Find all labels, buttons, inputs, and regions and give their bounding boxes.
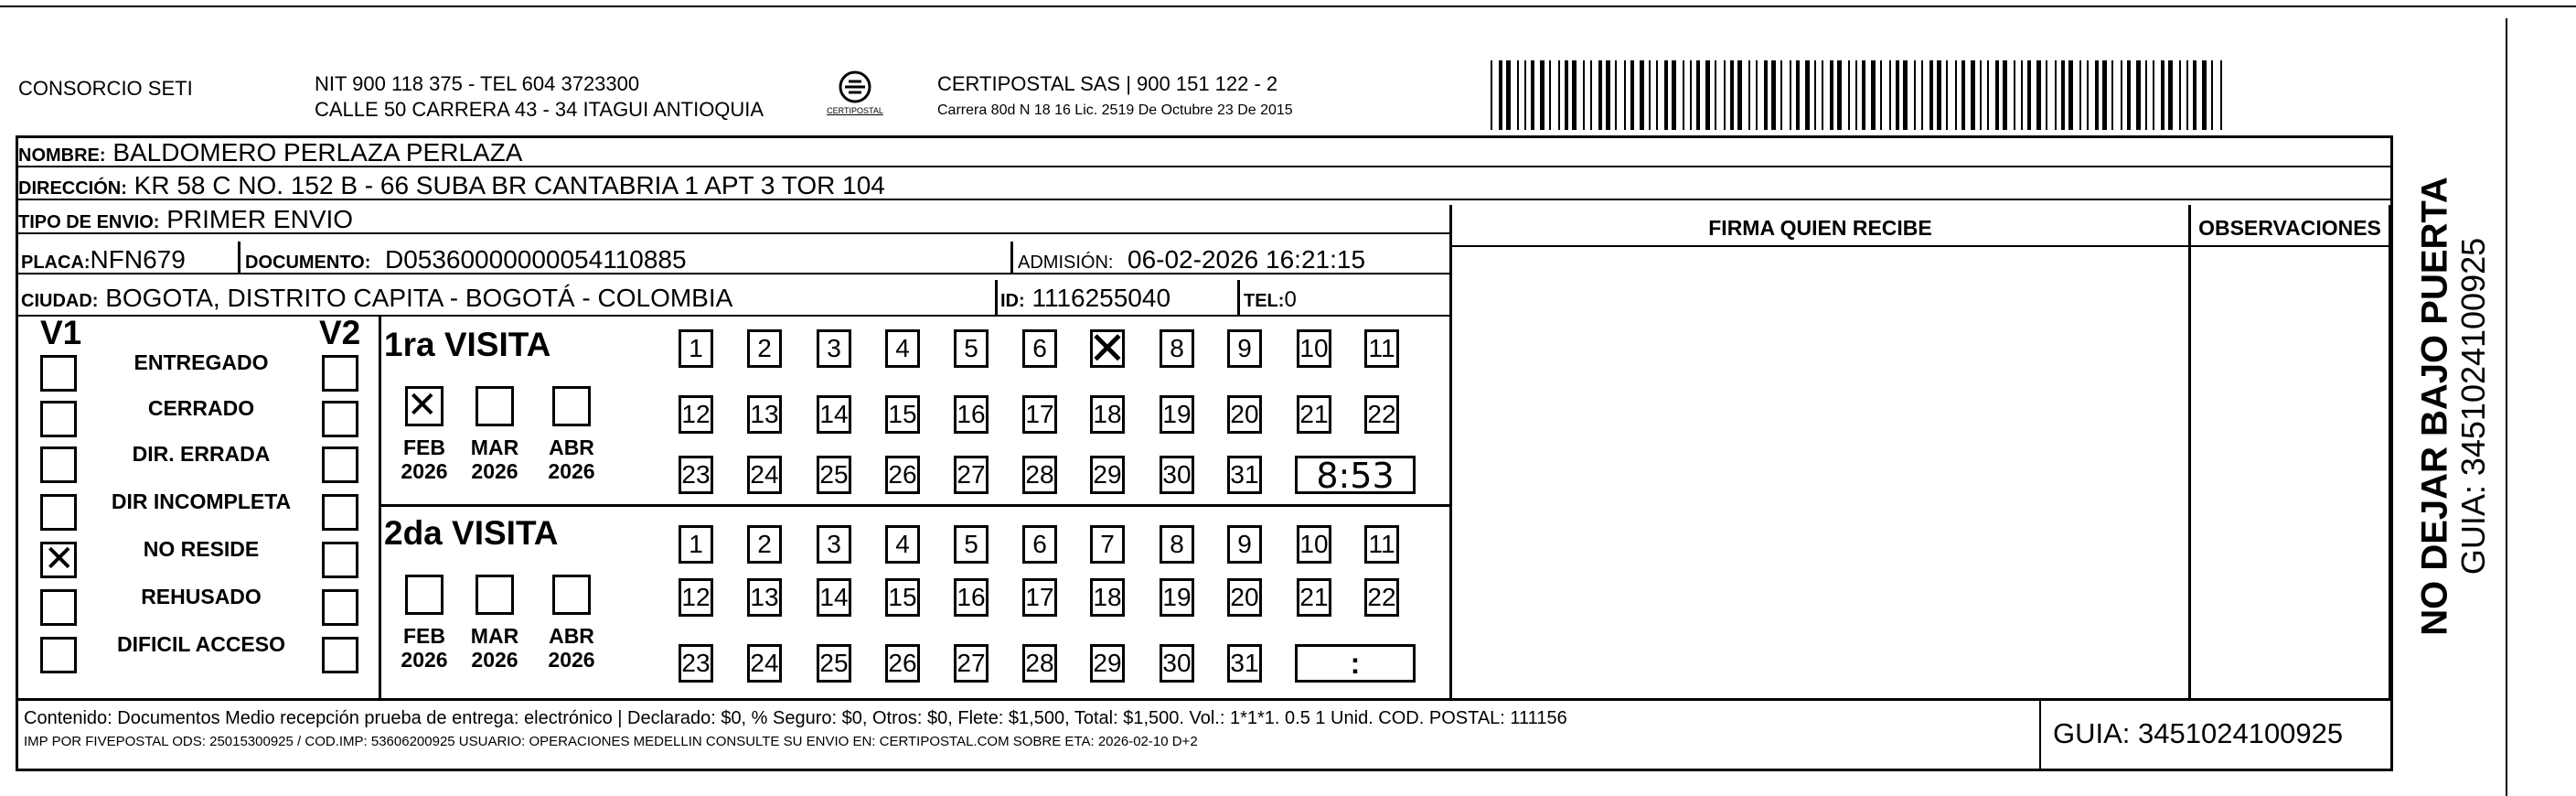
id-label: ID:: [1000, 291, 1025, 311]
visit2-day-box[interactable]: 21: [1297, 578, 1331, 617]
visit1-day-box[interactable]: 5: [954, 329, 989, 368]
ciudad-value: BOGOTA, DISTRITO CAPITA - BOGOTÁ - COLOMBIA: [105, 284, 733, 312]
visit1-time: 8:53: [1316, 456, 1395, 496]
v1-label: V1: [40, 314, 82, 351]
no-dejar-bajo-puerta: NO DEJAR BAJO PUERTA: [2414, 177, 2455, 636]
visit2-day-box[interactable]: 18: [1090, 578, 1125, 617]
visit1-day-box[interactable]: 28: [1022, 456, 1057, 494]
visit1-day-box[interactable]: 19: [1160, 395, 1194, 434]
admision-field: [1018, 245, 1365, 274]
visit1-day-box[interactable]: 20: [1227, 395, 1262, 434]
footer-imp: IMP POR FIVEPOSTAL ODS: 25015300925 / COD.IMP: 53606200925 USUARIO: OPERACIONES MEDELLIN CONSULTE SU ENVIO EN: CERTIPOSTAL.COM SOBRE ETA: 2026-02-10 D+2: [24, 734, 1198, 749]
visit2-month-label: FEB 2026: [401, 624, 448, 672]
v1-checkbox[interactable]: [40, 446, 77, 483]
visit1-month-label: ABR 2026: [548, 436, 595, 483]
visit2-day-box[interactable]: 3: [817, 525, 851, 564]
placa-field: [21, 245, 186, 274]
placa-label: PLACA:: [21, 253, 91, 273]
v1-checkbox[interactable]: [40, 401, 77, 437]
visit2-day-box[interactable]: 14: [817, 578, 851, 617]
visit1-day-box[interactable]: 9: [1227, 329, 1262, 368]
column-header-line: [1449, 245, 2391, 247]
observaciones-column-right-border: [2389, 205, 2391, 698]
license-line: Carrera 80d N 18 16 Lic. 2519 De Octubre 23 De 2015: [937, 102, 1293, 118]
direccion-value: KR 58 C NO. 152 B - 66 SUBA BR CANTABRIA 1 APT 3 TOR 104: [134, 171, 885, 199]
visit1-day-box[interactable]: 21: [1297, 395, 1331, 434]
visit-separator-line: [379, 504, 1451, 507]
company-name: CONSORCIO SETI: [18, 77, 193, 100]
visit2-day-box[interactable]: 22: [1364, 578, 1399, 617]
visit1-month-label: FEB 2026: [401, 436, 448, 483]
visit1-time-box[interactable]: [1295, 456, 1416, 494]
visit1-day-box[interactable]: 27: [954, 456, 989, 494]
visit1-day-box[interactable]: 2: [747, 329, 782, 368]
visit1-day-check-mark: ✕: [1088, 323, 1127, 374]
visit2-month-label: ABR 2026: [548, 624, 595, 672]
footer-guia-divider: [2039, 698, 2041, 769]
visit2-month-label: MAR 2026: [470, 624, 519, 672]
v1-checkbox[interactable]: [40, 589, 77, 626]
nombre-label: NOMBRE:: [18, 145, 106, 166]
visit1-day-box[interactable]: 24: [747, 456, 782, 494]
visit2-day-box[interactable]: 31: [1227, 644, 1262, 683]
side-right-edge: [2506, 18, 2507, 796]
status-label: CERRADO: [147, 396, 255, 420]
id-value: 1116255040: [1031, 284, 1171, 312]
tel-value: 0: [1284, 287, 1297, 312]
visit2-day-box[interactable]: 12: [679, 578, 713, 617]
v1-checkbox[interactable]: [40, 494, 77, 531]
documento-field: [245, 245, 687, 274]
visit1-day-box[interactable]: 8: [1160, 329, 1194, 368]
visit1-month-checkbox[interactable]: [476, 386, 514, 426]
visit1-day-box[interactable]: 18: [1090, 395, 1125, 434]
visit2-day-box[interactable]: 13: [747, 578, 782, 617]
visit1-day-box[interactable]: 13: [747, 395, 782, 434]
v1-check-mark: ✕: [44, 539, 75, 579]
visit1-day-box[interactable]: 26: [885, 456, 920, 494]
certipostal-line: CERTIPOSTAL SAS | 900 151 122 - 2: [937, 72, 1278, 95]
tel-field: [1244, 287, 1297, 313]
barcode: [1491, 60, 2222, 130]
visit2-day-box[interactable]: 7: [1090, 525, 1125, 564]
tel-divider: [1237, 280, 1240, 317]
v2-checkbox[interactable]: [322, 355, 358, 392]
visit1-title: 1ra VISITA: [384, 326, 551, 363]
status-label: DIR. ERRADA: [132, 442, 271, 466]
visit2-day-box[interactable]: 25: [817, 644, 851, 683]
visit1-day-box[interactable]: 3: [817, 329, 851, 368]
v2-checkbox[interactable]: [322, 637, 358, 673]
footer-contenido: Contenido: Documentos Medio recepción prueba de entrega: electrónico | Declarado: $0, % Seguro: $0, Otros: $0, Flete: $1,500, Total: $1,500. Vol.: 1*1*1. 0.5 1 Unid. COD. POSTAL: 111156: [24, 708, 1567, 728]
address-line: CALLE 50 CARRERA 43 - 34 ITAGUI ANTIOQUIA: [315, 98, 764, 121]
placa-value: NFN679: [90, 245, 186, 274]
visit1-month-label: MAR 2026: [470, 436, 519, 483]
visit2-title: 2da VISITA: [384, 514, 559, 552]
status-label: DIFICIL ACCESO: [116, 632, 285, 656]
visit1-day-box[interactable]: 1: [679, 329, 713, 368]
documento-value: D05360000000054110885: [384, 245, 687, 274]
documento-label: DOCUMENTO:: [245, 253, 371, 273]
nit-line: NIT 900 118 375 - TEL 604 3723300: [315, 72, 640, 95]
visit2-month-checkbox[interactable]: [476, 575, 514, 615]
visit2-day-box[interactable]: 19: [1160, 578, 1194, 617]
observaciones-column-left-border: [2188, 205, 2191, 698]
tipo-value: PRIMER ENVIO: [166, 205, 354, 233]
visit2-day-box[interactable]: 15: [885, 578, 920, 617]
observaciones-header: OBSERVACIONES: [2198, 216, 2381, 240]
visit2-day-box[interactable]: 2: [747, 525, 782, 564]
top-edge-line: [0, 5, 2576, 7]
visit1-day-box[interactable]: 22: [1364, 395, 1399, 434]
visit2-day-box[interactable]: 29: [1090, 644, 1125, 683]
tipo-label: TIPO DE ENVIO:: [18, 212, 160, 232]
visit2-time-box[interactable]: [1295, 644, 1416, 683]
visit1-day-box[interactable]: 16: [954, 395, 989, 434]
visit1-day-box[interactable]: 12: [679, 395, 713, 434]
status-visit-divider: [379, 317, 381, 698]
visit1-day-box[interactable]: 6: [1022, 329, 1057, 368]
v2-checkbox[interactable]: [322, 446, 358, 483]
ciudad-label: CIUDAD:: [21, 291, 99, 311]
firma-header: FIRMA QUIEN RECIBE: [1708, 216, 1932, 240]
id-field: [1000, 284, 1170, 313]
visit2-day-box[interactable]: 27: [954, 644, 989, 683]
tipo-envio-row: [18, 205, 1449, 234]
visit2-day-box[interactable]: 17: [1022, 578, 1057, 617]
placa-divider: [238, 242, 240, 274]
footer-guia: GUIA: 3451024100925: [2053, 717, 2344, 749]
v2-checkbox[interactable]: [322, 542, 358, 578]
v2-checkbox[interactable]: [322, 589, 358, 626]
visit2-day-box[interactable]: 4: [885, 525, 920, 564]
visit2-day-box[interactable]: 10: [1297, 525, 1331, 564]
ciudad-field: [21, 284, 732, 313]
nombre-value: BALDOMERO PERLAZA PERLAZA: [112, 138, 523, 167]
visit2-day-box[interactable]: 8: [1160, 525, 1194, 564]
id-divider: [995, 280, 998, 317]
direccion-label: DIRECCIÓN:: [18, 178, 127, 199]
visit1-day-box[interactable]: 17: [1022, 395, 1057, 434]
visit2-day-box[interactable]: 1: [679, 525, 713, 564]
status-label: DIR INCOMPLETA: [111, 489, 292, 513]
status-label: NO RESIDE: [143, 537, 260, 561]
v1-checkbox[interactable]: [40, 637, 77, 673]
admision-value: 06-02-2026 16:21:15: [1128, 245, 1366, 274]
status-label: REHUSADO: [141, 585, 262, 608]
visit2-day-box[interactable]: 16: [954, 578, 989, 617]
firma-column-left-border: [1449, 205, 1452, 698]
visit1-month-check-mark: ✕: [407, 385, 438, 425]
admision-divider: [1010, 242, 1013, 274]
v2-checkbox[interactable]: [322, 401, 358, 437]
visit2-day-box[interactable]: 20: [1227, 578, 1262, 617]
visit2-month-checkbox[interactable]: [405, 575, 444, 615]
visit2-day-box[interactable]: 24: [747, 644, 782, 683]
visit2-day-box[interactable]: 11: [1364, 525, 1399, 564]
visit1-day-box[interactable]: 10: [1297, 329, 1331, 368]
logo-text: CERTIPOSTAL: [827, 106, 883, 115]
v2-checkbox[interactable]: [322, 494, 358, 531]
visit2-day-box[interactable]: 5: [954, 525, 989, 564]
visit2-day-box[interactable]: 23: [679, 644, 713, 683]
v2-label: V2: [319, 314, 361, 351]
visit1-day-box[interactable]: 31: [1227, 456, 1262, 494]
visit2-day-box[interactable]: 26: [885, 644, 920, 683]
visit1-month-checkbox[interactable]: [552, 386, 591, 426]
direccion-row: [18, 171, 2391, 200]
visit2-day-box[interactable]: 30: [1160, 644, 1194, 683]
visit2-time: :: [1350, 647, 1361, 680]
footer-top-line: [18, 698, 2391, 701]
visit1-day-box[interactable]: 23: [679, 456, 713, 494]
visit1-day-box[interactable]: 15: [885, 395, 920, 434]
visit1-day-box[interactable]: 30: [1160, 456, 1194, 494]
nombre-row: [18, 138, 2391, 167]
visit1-day-box[interactable]: 11: [1364, 329, 1399, 368]
visit1-day-box[interactable]: 14: [817, 395, 851, 434]
visit2-day-box[interactable]: 6: [1022, 525, 1057, 564]
visit2-day-box[interactable]: 28: [1022, 644, 1057, 683]
status-label: ENTREGADO: [134, 350, 269, 374]
tel-label: TEL:: [1244, 291, 1285, 311]
certipostal-logo: [823, 70, 887, 123]
side-guia: GUIA: 3451024100925: [2454, 237, 2492, 575]
v1-checkbox[interactable]: [40, 355, 77, 392]
admision-label: ADMISIÓN:: [1018, 253, 1114, 273]
visit1-day-box[interactable]: 29: [1090, 456, 1125, 494]
visit2-month-checkbox[interactable]: [552, 575, 591, 615]
visit1-day-box[interactable]: 4: [885, 329, 920, 368]
visit1-day-box[interactable]: 25: [817, 456, 851, 494]
visit2-day-box[interactable]: 9: [1227, 525, 1262, 564]
